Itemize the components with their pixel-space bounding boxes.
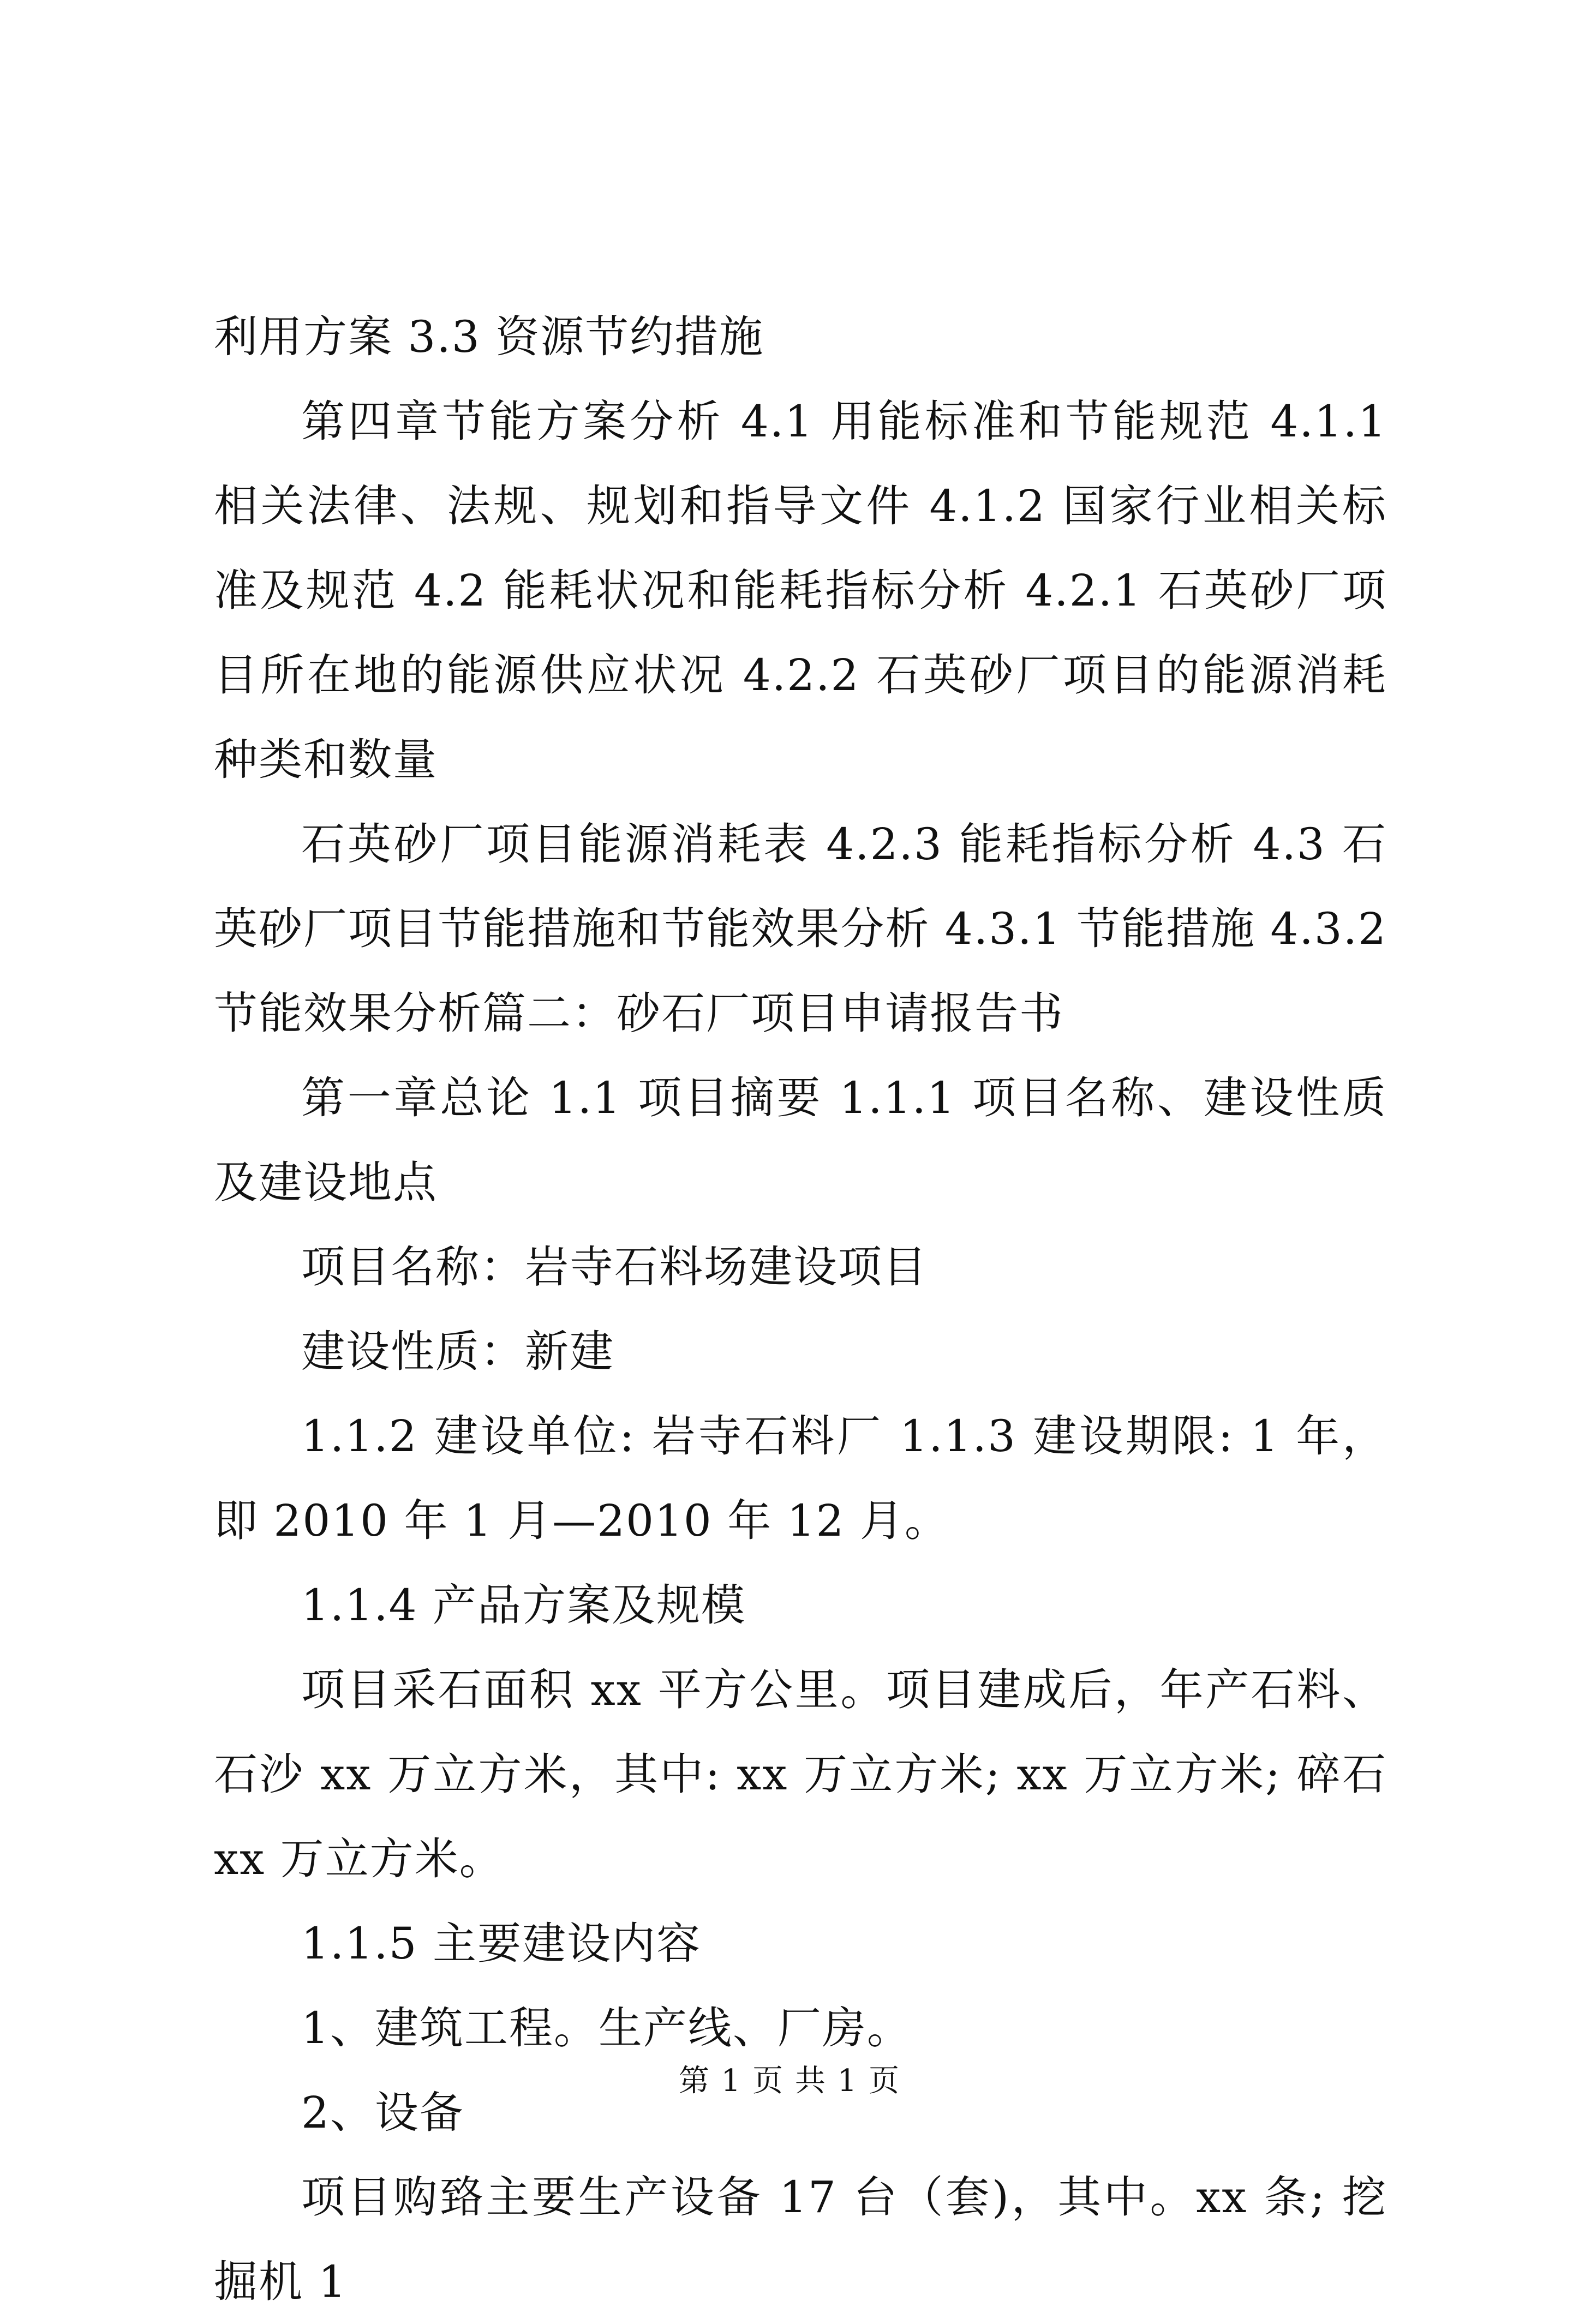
paragraph-9: 项目采石面积 xx 平方公里。项目建成后，年产石料、石沙 xx 万立方米，其中: xx 万立方米; xx 万立方米; 碎石 xx 万立方米。 — [214, 1664, 1387, 1884]
paragraph-10: 1.1.5 主要建设内容 — [301, 1918, 701, 1969]
paragraph-12: 2、设备 — [301, 2087, 464, 2138]
paragraph-3: 石英砂厂项目能源消耗表 4.2.3 能耗指标分析 4.3 石英砂厂项目节能措施和节能效果分析 4.3.1 节能措施 4.3.2 节能效果分析篇二：砂石厂项目申请报告书 — [214, 819, 1387, 1039]
document-body — [214, 295, 1387, 2324]
paragraph-4: 第一章总论 1.1 项目摘要 1.1.1 项目名称、建设性质及建设地点 — [214, 1073, 1387, 1208]
paragraph-7: 1.1.2 建设单位: 岩寺石料厂 1.1.3 建设期限: 1 年，即 2010 年 1 月—2010 年 12 月。 — [214, 1411, 1387, 1546]
page-footer: 第 1 页 共 1 页 — [678, 2063, 901, 2099]
paragraph-11: 1、建筑工程。生产线、厂房。 — [301, 2003, 912, 2053]
paragraph-2: 第四章节能方案分析 4.1 用能标准和节能规范 4.1.1 相关法律、法规、规划和指导文件 4.1.2 国家行业相关标准及规范 4.2 能耗状况和能耗指标分析 4.2.1 石英砂厂项目所在地的能源供应状况 4.2.2 石英砂厂项目的能源消耗种类和数量 — [214, 396, 1387, 785]
paragraph-13: 项目购臵主要生产设备 17 台（套)，其中。xx 条; 挖掘机 1 — [214, 2172, 1387, 2307]
paragraph-6: 建设性质：新建 — [301, 1326, 614, 1377]
paragraph-5: 项目名称：岩寺石料场建设项目 — [301, 1242, 928, 1292]
paragraph-1: 利用方案 3.3 资源节约措施 — [214, 312, 764, 362]
paragraph-8: 1.1.4 产品方案及规模 — [301, 1580, 746, 1631]
